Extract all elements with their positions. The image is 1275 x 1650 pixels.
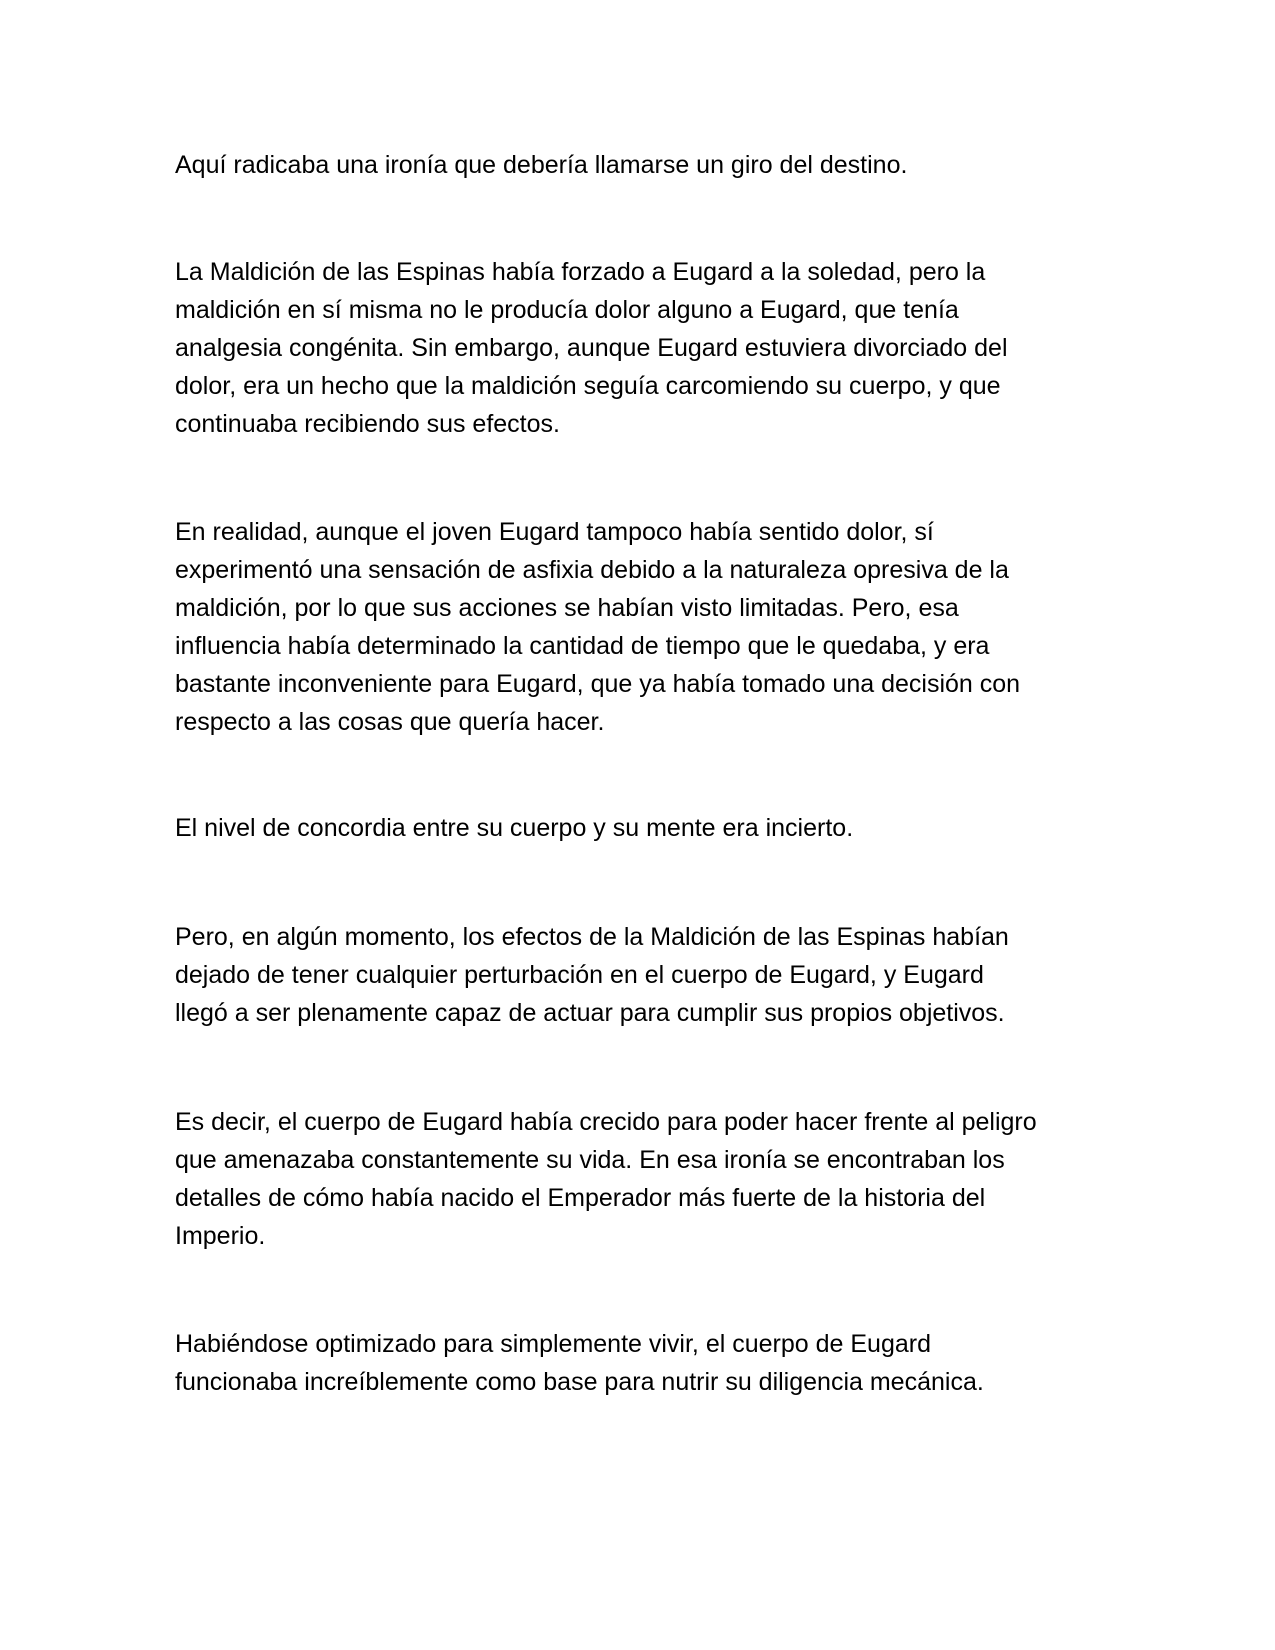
paragraph-line: Pero, en algún momento, los efectos de la Maldición de las Espinas habían (175, 923, 1009, 951)
paragraph-line: Es decir, el cuerpo de Eugard había crecido para poder hacer frente al peligro (175, 1108, 1037, 1136)
paragraph-7 (175, 1325, 1095, 1401)
paragraph-3 (175, 513, 1095, 741)
paragraph-line: funcionaba increíblemente como base para nutrir su diligencia mecánica. (175, 1368, 984, 1396)
paragraph-4 (175, 809, 1095, 847)
paragraph-line: La Maldición de las Espinas había forzado a Eugard a la soledad, pero la (175, 258, 986, 286)
paragraph-line: dolor, era un hecho que la maldición seguía carcomiendo su cuerpo, y que (175, 372, 1001, 400)
paragraph-line: En realidad, aunque el joven Eugard tampoco había sentido dolor, sí (175, 518, 934, 546)
paragraph-1 (175, 146, 1095, 184)
paragraph-line: maldición en sí misma no le producía dolor alguno a Eugard, que tenía (175, 296, 959, 324)
paragraph-line: que amenazaba constantemente su vida. En esa ironía se encontraban los (175, 1146, 1005, 1174)
paragraph-6 (175, 1103, 1095, 1255)
paragraph-line: bastante inconveniente para Eugard, que ya había tomado una decisión con (175, 670, 1021, 698)
paragraph-line: Aquí radicaba una ironía que debería llamarse un giro del destino. (175, 151, 908, 179)
paragraph-line: Imperio. (175, 1222, 266, 1250)
paragraph-line: analgesia congénita. Sin embargo, aunque Eugard estuviera divorciado del (175, 334, 1008, 362)
paragraph-5 (175, 918, 1095, 1032)
paragraph-line: El nivel de concordia entre su cuerpo y su mente era incierto. (175, 814, 854, 842)
paragraph-line: experimentó una sensación de asfixia debido a la naturaleza opresiva de la (175, 556, 1009, 584)
paragraph-line: dejado de tener cualquier perturbación en el cuerpo de Eugard, y Eugard (175, 961, 984, 989)
paragraph-2 (175, 253, 1095, 443)
paragraph-line: detalles de cómo había nacido el Emperador más fuerte de la historia del (175, 1184, 986, 1212)
paragraph-line: maldición, por lo que sus acciones se habían visto limitadas. Pero, esa (175, 594, 959, 622)
paragraph-line: continuaba recibiendo sus efectos. (175, 410, 560, 438)
paragraph-line: Habiéndose optimizado para simplemente vivir, el cuerpo de Eugard (175, 1330, 931, 1358)
paragraph-line: respecto a las cosas que quería hacer. (175, 708, 605, 736)
paragraph-line: llegó a ser plenamente capaz de actuar para cumplir sus propios objetivos. (175, 999, 1005, 1027)
paragraph-line: influencia había determinado la cantidad de tiempo que le quedaba, y era (175, 632, 990, 660)
